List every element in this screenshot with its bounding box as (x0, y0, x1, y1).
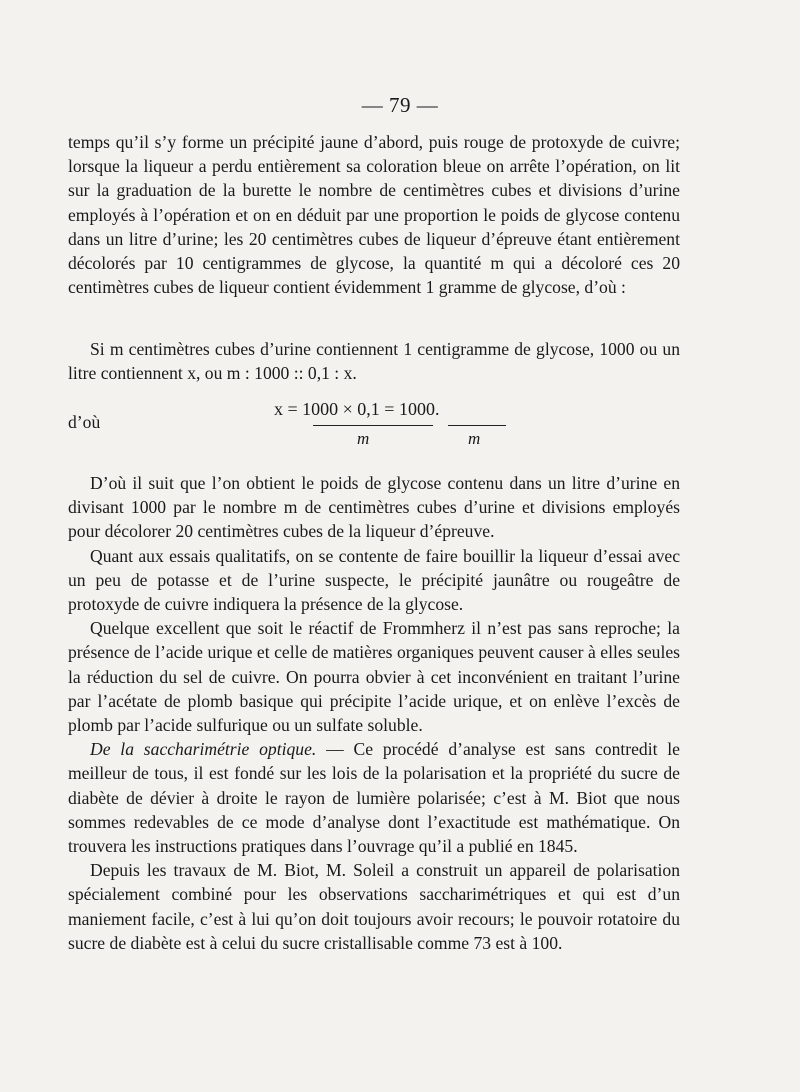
paragraph-1-block (68, 130, 680, 299)
paragraph-7: Depuis les travaux de M. Biot, M. Soleil a construit un appareil de polarisation spécialement combiné pour les observations saccharimétriques et qui est d’un maniement facile, c’est à lui qu’on doit toujours avoir recours; le pouvoir rotatoire du sucre de diabète est à celui du sucre cristallisable comme 73 est à 100. (68, 860, 680, 953)
section-heading-saccharimetrie: De la saccharimétrie optique. (90, 739, 317, 760)
formula-row (68, 399, 680, 455)
page-number: — 79 — (361, 93, 439, 117)
paragraph-6 (68, 737, 680, 858)
formula-expression: x = 1000 × 0,1 = 1000. (274, 399, 440, 419)
paragraph-5: Quelque excellent que soit le réactif de Frommherz il n’est pas sans reproche; la présence de l’acide urique et celle de matières organiques peuvent causer à elles seules la réduction du sel de cuivre. On pourra obvier à cet inconvénient en traitant l’urine par l’acétate de plomb basique qui précipite l’acide urique, et on enlève l’excès de plomb par l’acide sulfurique ou un sulfate soluble. (68, 618, 680, 736)
paragraph-6-text: — Ce procédé d’analyse est sans contredit le meilleur de tous, il est fondé sur les lois de la polarisation et la propriété du sucre de diabète de dévier à droite le rayon de lumière polarisée; c’est à M. Biot que nous sommes redevables de ce mode d’analyse dont l’exactitude est mathématique. On trouvera les instructions pratiques dans l’ouvrage qu’il a publié en 1845. (68, 739, 680, 857)
paragraph-2: Si m centimètres cubes d’urine contiennent 1 centigramme de glycose, 1000 ou un litre contiennent x, ou m : 1000 :: 0,1 : x. (68, 339, 680, 384)
formula-denominator-2: m (468, 429, 481, 448)
paragraph-2-block (68, 337, 680, 385)
formula-lead: d’où (68, 412, 101, 432)
paragraph-3: D’où il suit que l’on obtient le poids de glycose contenu dans un litre d’urine en divisant 1000 par le nombre m de centimètres cubes d’urine et divisions employés pour décolorer 20 centimètres cubes de la liqueur d’épreuve. (68, 473, 680, 542)
body-block (68, 471, 680, 955)
fraction-bar-1 (313, 425, 433, 426)
paragraph-1: temps qu’il s’y forme un précipité jaune d’abord, puis rouge de protoxyde de cuivre; lorsque la liqueur a perdu entièrement sa coloration bleue on arrête l’opération, on lit sur la graduation de la burette le nombre de centimètres cubes et divisions d’urine employés à l’opération et on en déduit par une proportion le poids de glycose contenu dans un litre d’urine; les 20 centimètres cubes de liqueur d’épreuve étant entièrement décolorés par 10 centigrammes de glycose, la quantité m qui a décoloré ces 20 centimètres cubes de liqueur contient évidemment 1 gramme de glycose, d’où : (68, 132, 680, 298)
paragraph-4: Quant aux essais qualitatifs, on se contente de faire bouillir la liqueur d’essai avec un peu de potasse et de l’urine suspecte, le précipité jaunâtre ou rougeâtre de protoxyde de cuivre indiquera la présence de la glycose. (68, 545, 680, 615)
formula-denominator-1: m (357, 429, 370, 448)
fraction-bar-2 (448, 425, 506, 426)
